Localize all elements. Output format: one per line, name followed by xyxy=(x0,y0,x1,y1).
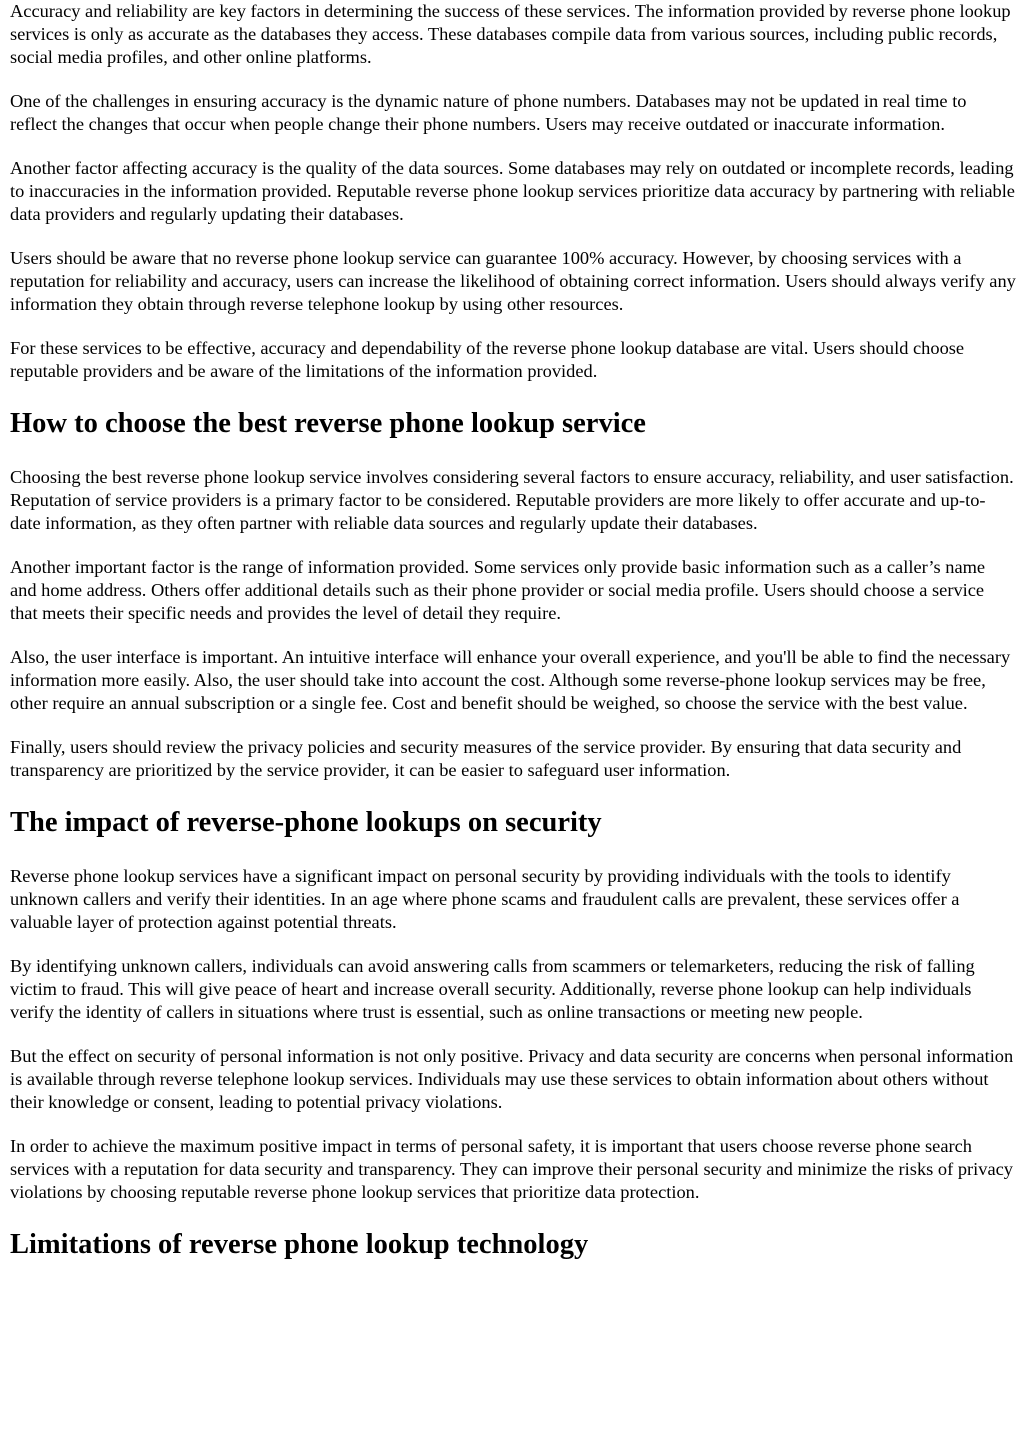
paragraph: Another important factor is the range of information provided. Some services only provide basic information such as a caller’s name and home address. Others offer additional details such as their phone provider or social media profile. Users should choose a service that meets their specific needs and provides the level of detail they require. xyxy=(10,557,986,623)
paragraph: One of the challenges in ensuring accuracy is the dynamic nature of phone numbers. Databases may not be updated in real time to reflect the changes that occur when people change their phone numbers. Users may receive outdated or inaccurate information. xyxy=(10,91,967,134)
paragraph: Accuracy and reliability are key factors in determining the success of these services. The information provided by reverse phone lookup services is only as accurate as the databases they access. These databases compile data from various sources, including public records, social media profiles, and other online platforms. xyxy=(10,1,1011,67)
paragraph: But the effect on security of personal information is not only positive. Privacy and data security are concerns when personal information is available through reverse telephone lookup services. Individuals may use these services to obtain information about others without their knowledge or consent, leading to potential privacy violations. xyxy=(10,1046,1014,1112)
section-choose-service xyxy=(10,407,1016,782)
paragraph: Choosing the best reverse phone lookup service involves considering several factors to ensure accuracy, reliability, and user satisfaction. Reputation of service providers is a primary factor to be considered. Reputable providers are more likely to offer accurate and up-to-date information, as they often partner with reliable data sources and regularly update their databases. xyxy=(10,467,1014,533)
paragraph: Reverse phone lookup services have a significant impact on personal security by providing individuals with the tools to identify unknown callers and verify their identities. In an age where phone scams and fraudulent calls are prevalent, these services offer a valuable layer of protection against potential threats. xyxy=(10,866,960,932)
paragraph: Also, the user interface is important. An intuitive interface will enhance your overall experience, and you'll be able to find the necessary information more easily. Also, the user should take into account the cost. Although some reverse-phone lookup services may be free, other require an annual subscription or a single fee. Cost and benefit should be weighed, so choose the service with the best value. xyxy=(10,647,1011,713)
section-heading: Limitations of reverse phone lookup technology xyxy=(10,1229,589,1260)
section-heading: The impact of reverse-phone lookups on security xyxy=(10,807,602,838)
section-heading: How to choose the best reverse phone lookup service xyxy=(10,408,646,439)
paragraph: Finally, users should review the privacy policies and security measures of the service provider. By ensuring that data security and transparency are prioritized by the service provider, it can be easier to safeguard user information. xyxy=(10,737,962,780)
paragraph: Another factor affecting accuracy is the quality of the data sources. Some databases may rely on outdated or incomplete records, leading to inaccuracies in the information provided. Reputable reverse phone lookup services prioritize data accuracy by partnering with reliable data providers and regularly updating their databases. xyxy=(10,158,1015,224)
section-security-impact xyxy=(10,806,1016,1204)
paragraph: By identifying unknown callers, individuals can avoid answering calls from scammers or telemarketers, reducing the risk of falling victim to fraud. This will give peace of heart and increase overall security. Additionally, reverse phone lookup can help individuals verify the identity of callers in situations where trust is essential, such as online transactions or meeting new people. xyxy=(10,956,975,1022)
paragraph: For these services to be effective, accuracy and dependability of the reverse phone lookup database are vital. Users should choose reputable providers and be aware of the limitations of the information provided. xyxy=(10,338,965,381)
paragraph: Users should be aware that no reverse phone lookup service can guarantee 100% accuracy. However, by choosing services with a reputation for reliability and accuracy, users can increase the likelihood of obtaining correct information. Users should always verify any information they obtain through reverse telephone lookup by using other resources. xyxy=(10,248,1016,314)
section-accuracy xyxy=(10,0,1016,383)
section-limitations xyxy=(10,1228,1016,1262)
paragraph: In order to achieve the maximum positive impact in terms of personal safety, it is important that users choose reverse phone search services with a reputation for data security and transparency. They can improve their personal security and minimize the risks of privacy violations by choosing reputable reverse phone lookup services that prioritize data protection. xyxy=(10,1136,1013,1202)
